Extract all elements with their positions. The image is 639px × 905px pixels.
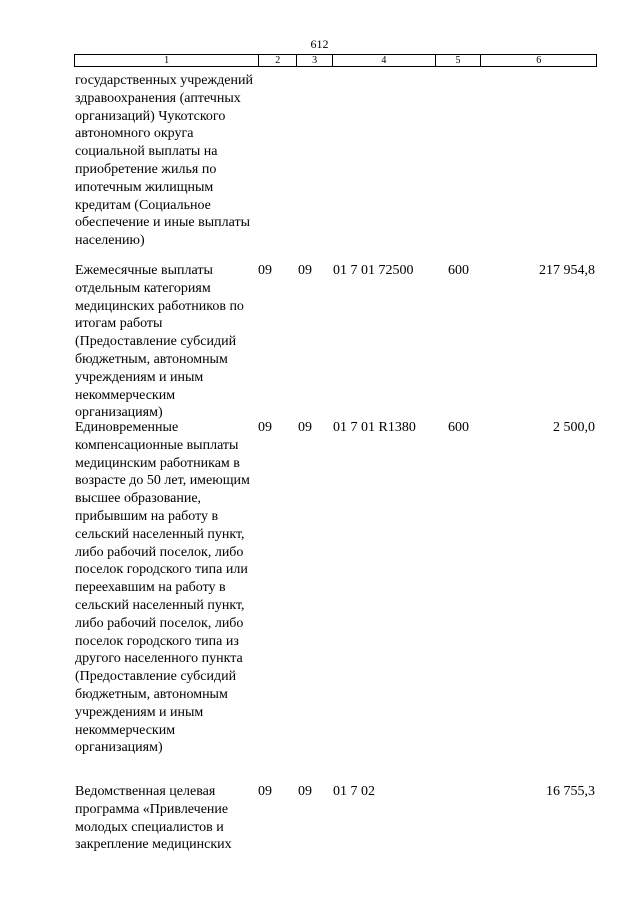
header-col-1: 1 xyxy=(75,55,259,66)
row-1-target-article: 01 7 01 72500 xyxy=(333,263,414,278)
header-col-6: 6 xyxy=(536,55,542,66)
row-2-amount: 2 500,0 xyxy=(553,420,595,435)
row-1-section: 09 xyxy=(258,263,272,278)
row-1-subsection: 09 xyxy=(298,263,312,278)
table-header-row xyxy=(74,54,597,67)
row-3-amount: 16 755,3 xyxy=(546,784,595,799)
row-3-subsection: 09 xyxy=(298,784,312,799)
row-1-description: Ежемесячные выплаты отдельным категориям медицинских работников по итогам работы (Предоставление субсидий бюджетным, автономным учреждениям и иным некоммерческим организациям) xyxy=(75,263,244,421)
row-2-subsection: 09 xyxy=(298,420,312,435)
row-3-target-article: 01 7 02 xyxy=(333,784,375,799)
header-col-5: 5 xyxy=(436,55,482,66)
header-col-2: 2 xyxy=(259,55,297,66)
row-2-expense-type: 600 xyxy=(448,420,469,435)
row-3-section: 09 xyxy=(258,784,272,799)
row-3-description: Ведомственная целевая программа «Привлечение молодых специалистов и закрепление медицинских xyxy=(75,784,232,853)
row-2-description: Единовременные компенсационные выплаты медицинским работникам в возрасте до 50 лет, имеющим высшее образование, прибывшим на работу в сельский населенный пункт, либо рабочий поселок, либо поселок городского типа или переехавшим на работу в сельский населенный пункт, либо рабочий поселок, либо поселок городского типа из другого населенного пункта (Предоставление субсидий бюджетным, автономным учреждениям и иным некоммерческим организациям) xyxy=(75,420,250,756)
row-2-target-article: 01 7 01 R1380 xyxy=(333,420,416,435)
header-col-3: 3 xyxy=(297,55,333,66)
header-col-4: 4 xyxy=(333,55,436,66)
row-1-expense-type: 600 xyxy=(448,263,469,278)
page-number: 612 xyxy=(310,37,329,51)
row-1-amount: 217 954,8 xyxy=(539,263,595,278)
row-0-description: государственных учреждений здравоохранения (аптечных организаций) Чукотского автономного округа социальной выплаты на приобретение жилья по ипотечным жилищным кредитам (Социальное обеспечение и иные выплаты населению) xyxy=(75,73,253,249)
row-2-section: 09 xyxy=(258,420,272,435)
